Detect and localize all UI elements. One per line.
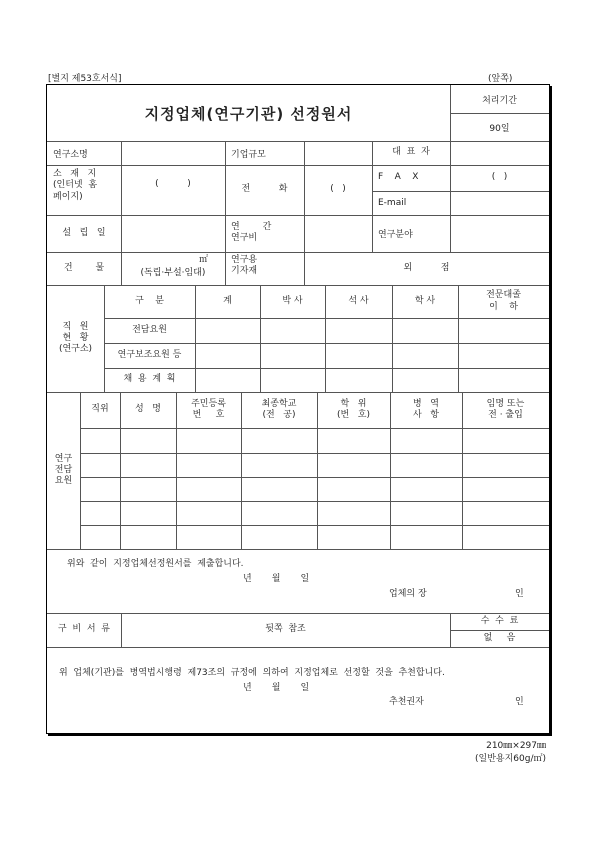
divider <box>80 453 549 454</box>
researcher-header-name: 성 명 <box>135 404 161 415</box>
required-documents-value: 뒷쪽 참조 <box>265 624 306 635</box>
application-form <box>46 84 550 734</box>
representative-label: 대 표 자 <box>392 147 430 158</box>
required-documents-label: 구 비 서 류 <box>58 624 110 635</box>
staff-row-assistant: 연구보조요원 등 <box>117 349 182 360</box>
divider <box>80 525 549 526</box>
application-statement: 위와 같이 지정업체선정원서를 제출합니다. <box>67 559 244 569</box>
fax-label: F A X <box>378 172 419 183</box>
established-date-field[interactable] <box>121 215 225 252</box>
paper-spec: (일반용지60g/㎡) <box>475 754 546 764</box>
representative-field[interactable] <box>450 141 549 165</box>
staff-header-masters: 석 사 <box>348 295 369 306</box>
area-unit: ㎡ <box>199 255 209 265</box>
annual-research-cost-field[interactable] <box>304 215 372 252</box>
page-side-label: (앞쪽) <box>488 74 513 84</box>
staff-status-label: 직 원 현 황 (연구소) <box>58 321 93 355</box>
researcher-header-appointment: 임명 또는 전 · 출입 <box>486 398 525 420</box>
phone-label: 전 화 <box>241 184 288 195</box>
staff-header-college-below: 전문대졸 이 하 <box>486 290 521 312</box>
homepage-paren: ( ) <box>155 179 191 190</box>
email-field[interactable] <box>450 191 549 215</box>
divider <box>47 647 549 648</box>
established-date-label: 설 립 일 <box>62 227 106 238</box>
form-number: [별지 제53호서식] <box>48 74 122 84</box>
recommendation-statement: 위 업체(기관)를 병역법시행령 제73조의 규정에 의하여 지정업체로 선정할 것을 추천합니다. <box>59 668 445 678</box>
staff-row-dedicated: 전담요원 <box>132 324 167 335</box>
company-scale-field[interactable] <box>304 141 372 165</box>
fax-paren: ( ) <box>491 172 508 183</box>
company-head-seal: 인 <box>515 589 524 599</box>
processing-period-label: 처리기간 <box>482 95 517 106</box>
staff-header-phd: 박 사 <box>282 295 303 306</box>
research-equipment-label: 연구용 기자재 <box>231 255 258 277</box>
building-type-options: (독립·부설·임대) <box>140 268 206 279</box>
researcher-header-military: 병 역 사 항 <box>413 398 439 420</box>
company-head-label: 업체의 장 <box>389 589 427 599</box>
processing-period-value: 90일 <box>489 123 510 134</box>
divider <box>47 549 549 550</box>
divider <box>80 428 549 429</box>
application-date: 년 월 일 <box>243 574 310 584</box>
phone-paren: ( ) <box>330 184 346 195</box>
staff-header-category: 구 분 <box>135 295 164 306</box>
lab-name-field[interactable] <box>121 141 225 165</box>
recommendation-date: 년 월 일 <box>243 683 310 693</box>
researcher-header-id-number: 주민등록 번 호 <box>191 398 226 420</box>
staff-row-hiring-plan: 채 용 계 획 <box>123 374 176 385</box>
divider <box>80 501 549 502</box>
staff-header-total: 계 <box>223 295 232 306</box>
fee-label: 수 수 료 <box>480 615 519 626</box>
fee-value: 없 음 <box>483 632 516 643</box>
research-field-field[interactable] <box>450 215 549 252</box>
recommender-seal: 인 <box>515 697 524 707</box>
email-label: E-mail <box>378 198 407 208</box>
researchers-label: 연구 전담 요원 <box>54 453 73 487</box>
form-title: 지정업체(연구기관) 선정원서 <box>144 104 353 123</box>
research-field-label: 연구분야 <box>378 230 413 240</box>
address-label: 소 재 지 (인터넷 홈 페이지) <box>53 169 98 202</box>
researcher-header-position: 직위 <box>91 404 109 415</box>
lab-name-label: 연구소명 <box>53 149 88 160</box>
company-scale-label: 기업규모 <box>231 149 266 160</box>
researcher-header-degree: 학 위 (번 호) <box>337 398 370 420</box>
foreign-count-label: 외 점 <box>403 262 450 273</box>
paper-size: 210㎜×297㎜ <box>486 741 546 751</box>
researcher-header-school: 최종학교 (전 공) <box>261 398 297 420</box>
staff-header-bachelors: 학 사 <box>414 295 436 306</box>
annual-research-cost-label: 연 간 연구비 <box>231 222 272 244</box>
recommender-label: 추천권자 <box>389 697 424 707</box>
building-label: 건 물 <box>63 262 105 273</box>
divider <box>80 477 549 478</box>
